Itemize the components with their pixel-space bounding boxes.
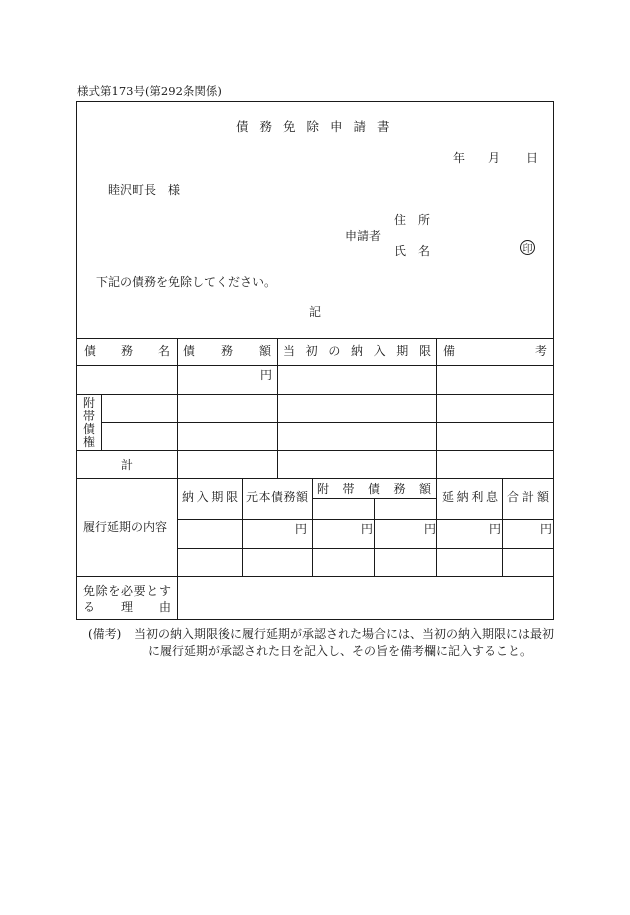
ext-header-attached-amount — [317, 483, 431, 495]
ext-header-delay-interest — [442, 491, 498, 503]
ext-header-attached-amount-text: 附 帯 債 務 額 — [317, 482, 431, 496]
ext-header-principal-text: 元 本 債 務 額 — [246, 490, 308, 504]
grid-line — [76, 478, 554, 479]
yen-attached-1: 円 — [361, 522, 374, 536]
applicant-address-label: 住 所 — [394, 213, 431, 227]
yen-attached-2: 円 — [424, 522, 437, 536]
grid-line — [177, 548, 554, 549]
reason-label-line2-text: る 理 由 — [83, 600, 171, 614]
grid-line — [101, 422, 554, 423]
yen-delay-interest: 円 — [489, 522, 502, 536]
seal-mark: 印 — [520, 240, 535, 255]
form-frame — [76, 101, 554, 620]
grid-line — [277, 338, 278, 478]
reason-label-line1-text: 免 除 を 必 要 と す — [83, 584, 171, 598]
grid-line — [177, 519, 554, 520]
ext-header-delay-interest-text: 延 納 利 息 — [442, 490, 498, 504]
grid-line — [312, 478, 313, 576]
grid-line — [242, 478, 243, 576]
yen-total-amount: 円 — [540, 522, 553, 536]
addressee: 睦沢町長 様 — [108, 183, 181, 197]
grid-line — [76, 338, 554, 339]
yen-debt-amount: 円 — [260, 368, 273, 382]
grid-line — [76, 394, 554, 395]
grid-line — [101, 394, 102, 450]
header-remarks-text: 備 考 — [443, 344, 547, 358]
yen-principal: 円 — [295, 522, 308, 536]
ext-header-due — [182, 491, 238, 503]
grid-line — [502, 478, 503, 576]
attached-claim-char: 附 帯 債 権 — [82, 396, 95, 449]
ext-header-total-amount — [507, 491, 549, 503]
note-line-2: に履行延期が承認された日を記入し、その旨を備考欄に記入すること。 — [148, 644, 533, 658]
header-original-due — [283, 345, 431, 357]
reason-label-line1 — [83, 585, 171, 597]
header-remarks — [443, 345, 547, 357]
header-debt-name — [84, 345, 170, 357]
form-title: 債務免除申請書 — [236, 119, 401, 134]
applicant-name-label: 氏 名 — [394, 244, 431, 258]
date-year: 年 — [453, 151, 466, 165]
form-number: 様式第173号(第292条関係) — [77, 84, 222, 98]
ext-header-principal — [246, 491, 308, 503]
header-debt-amount-text: 債 務 額 — [183, 344, 271, 358]
header-debt-name-text: 債 務 名 — [84, 344, 170, 358]
date-month: 月 — [488, 151, 501, 165]
grid-line — [177, 338, 178, 620]
date-day: 日 — [526, 151, 539, 165]
grid-line — [436, 338, 437, 576]
grid-line — [76, 365, 554, 366]
request-text: 下記の債務を免除してください。 — [96, 275, 277, 289]
reason-label-line2 — [83, 601, 171, 613]
ext-header-due-text: 納 入 期 限 — [182, 490, 238, 504]
total-label: 計 — [121, 458, 134, 472]
grid-line — [76, 576, 554, 577]
note-line-1: 当初の納入期限後に履行延期が承認された場合には、当初の納入期限には最初 — [134, 627, 555, 641]
extension-label: 履行延期の内容 — [83, 520, 168, 534]
header-debt-amount — [183, 345, 271, 357]
header-original-due-text: 当 初 の 納 入 期 限 — [283, 344, 431, 358]
grid-line — [374, 498, 375, 576]
note-label: (備考) — [88, 627, 122, 641]
applicant-label: 申請者 — [345, 229, 382, 243]
attached-claim-label — [82, 397, 96, 449]
ext-header-total-amount-text: 合 計 額 — [507, 490, 549, 504]
grid-line — [76, 450, 554, 451]
ki-mark: 記 — [309, 305, 322, 319]
